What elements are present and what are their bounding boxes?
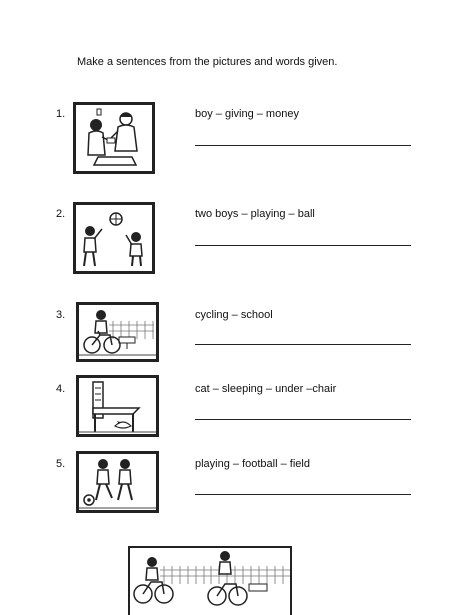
- boy-cycling-picture: [76, 302, 159, 362]
- football-icon: [79, 454, 156, 510]
- item-2-number: 2.: [56, 208, 66, 220]
- item-5-words: playing – football – field: [195, 458, 310, 470]
- cat-under-chair-picture: [76, 375, 159, 437]
- item-4-number: 4.: [56, 383, 66, 395]
- item-3-words: cycling – school: [195, 309, 273, 321]
- item-1-answer-line[interactable]: [195, 145, 411, 146]
- ball-game-icon: [76, 205, 152, 271]
- item-2-words: two boys – playing – ball: [195, 208, 315, 220]
- bottom-cycling-picture-right: [205, 546, 292, 615]
- item-5-number: 5.: [56, 458, 66, 470]
- bicycle-icon: [130, 548, 210, 615]
- item-2-answer-line[interactable]: [195, 245, 411, 246]
- item-5-answer-line[interactable]: [195, 494, 411, 495]
- bicycle-icon: [205, 548, 290, 615]
- item-3-answer-line[interactable]: [195, 344, 411, 345]
- item-4-answer-line[interactable]: [195, 419, 411, 420]
- item-4-words: cat – sleeping – under –chair: [195, 383, 337, 395]
- bottom-cycling-picture-left: [128, 546, 210, 615]
- item-3-number: 3.: [56, 309, 66, 321]
- boy-giving-money-picture: [73, 102, 155, 174]
- item-1-number: 1.: [56, 108, 66, 120]
- item-1-words: boy – giving – money: [195, 108, 299, 120]
- chair-icon: [79, 378, 156, 434]
- instruction-text: Make a sentences from the pictures and words given.: [77, 56, 338, 68]
- boy-giving-money-icon: [76, 105, 152, 171]
- boys-playing-ball-picture: [73, 202, 155, 274]
- bicycle-icon: [79, 305, 156, 359]
- boys-playing-football-picture: [76, 451, 159, 513]
